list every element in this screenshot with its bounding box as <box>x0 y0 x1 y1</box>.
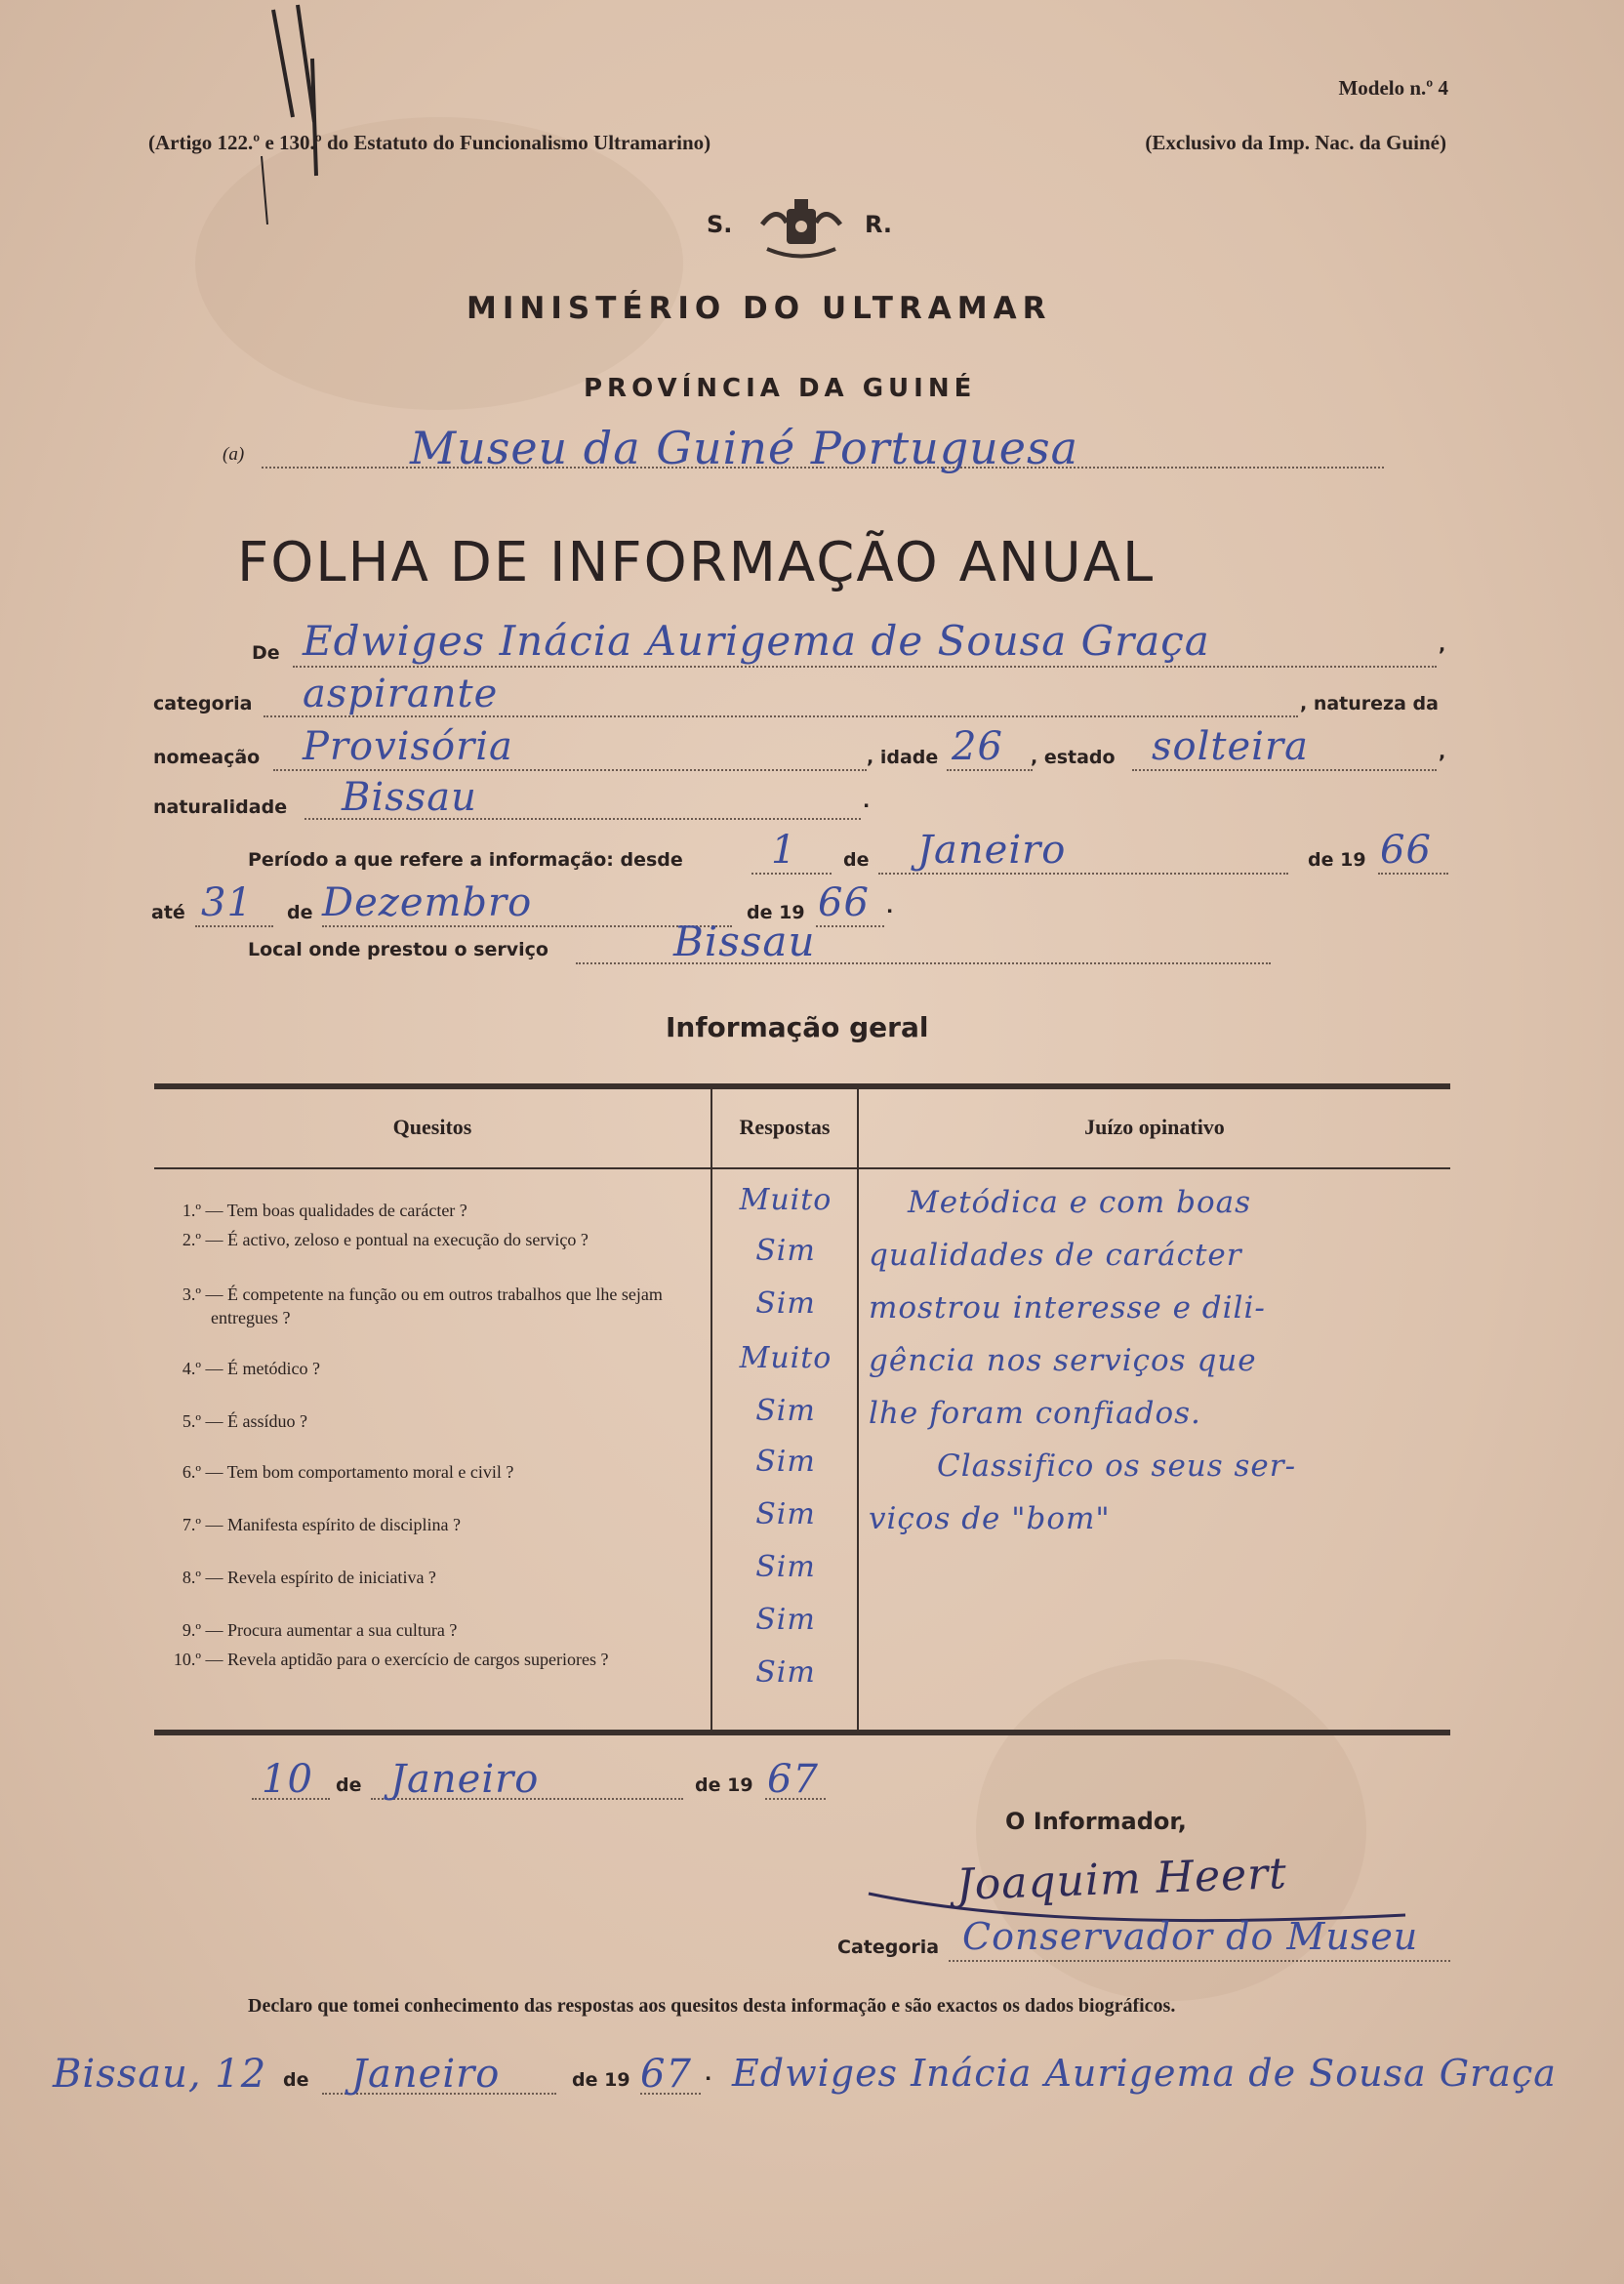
opinion-line-2: qualidades de carácter <box>869 1238 1242 1273</box>
declaration-place-day: Bissau, 12 <box>53 2052 267 2097</box>
declaration-de: de <box>283 2069 309 2091</box>
to-day: 31 <box>201 880 253 925</box>
from-month-line <box>878 873 1288 875</box>
from-year: 66 <box>1380 828 1432 873</box>
answer-7: Sim <box>755 1497 816 1531</box>
to-year: 66 <box>818 880 870 925</box>
de-2: de <box>287 902 313 923</box>
de-19-1: de 19 <box>1308 849 1366 871</box>
table-bottom-rule <box>154 1730 1450 1735</box>
service-prefix: (a) <box>223 444 245 465</box>
question-text: — Tem bom comportamento moral e civil ? <box>205 1462 514 1482</box>
table-row <box>156 1283 703 1329</box>
table-row <box>156 1566 703 1589</box>
table-row <box>156 1409 703 1433</box>
informer-signature: Joaquim Heert <box>955 1849 1288 1910</box>
question-number: 1.º <box>182 1201 201 1220</box>
de-19-2: de 19 <box>747 902 805 923</box>
answer-5: Sim <box>755 1394 816 1428</box>
pen-stroke-marks <box>254 0 371 224</box>
informer-categoria: Conservador do Museu <box>962 1915 1419 1958</box>
period-mark: . <box>886 896 894 918</box>
question-text: — É competente na função ou em outros trabalhos que lhe sejam entregues ? <box>205 1285 663 1327</box>
model-number: Modelo n.º 4 <box>1338 76 1448 100</box>
opinion-line-6: Classifico os seus ser- <box>937 1448 1297 1484</box>
table-row <box>156 1357 703 1380</box>
de-label: De <box>252 642 280 664</box>
table-divider-2 <box>857 1089 859 1730</box>
comma: , <box>1439 634 1446 656</box>
answer-3: Sim <box>755 1286 816 1321</box>
naturalidade-label: naturalidade <box>153 796 288 818</box>
opinion-line-5: lhe foram confiados. <box>869 1396 1201 1431</box>
de-1: de <box>843 849 870 871</box>
opinion-line-3: mostrou interesse e dili- <box>869 1290 1266 1326</box>
signoff-de: de <box>336 1774 362 1796</box>
informer-categoria-line <box>949 1960 1450 1962</box>
declaration-de-19: de 19 <box>572 2069 630 2091</box>
service-name: Museu da Guiné Portuguesa <box>410 422 1079 474</box>
question-text: — É activo, zeloso e pontual na execução do serviço ? <box>205 1230 589 1249</box>
question-number: 6.º <box>182 1462 201 1482</box>
to-month-line <box>322 925 732 927</box>
exclusive-note: (Exclusivo da Imp. Nac. da Guiné) <box>1145 131 1446 154</box>
to-year-line <box>816 925 884 927</box>
natureza-label: , natureza da <box>1300 693 1439 714</box>
section-title: Informação geral <box>666 1011 929 1043</box>
article-reference: (Artigo 122.º e 130.º do Estatuto do Funcionalismo Ultramarino) <box>148 131 711 154</box>
name-line <box>293 666 1437 668</box>
header-juizo: Juízo opinativo <box>1084 1115 1225 1139</box>
answer-10: Sim <box>755 1655 816 1690</box>
question-text: — É assíduo ? <box>205 1411 307 1431</box>
estado-label: , estado <box>1031 747 1116 768</box>
question-text: — Manifesta espírito de disciplina ? <box>205 1515 461 1534</box>
opinion-line-7: viços de "bom" <box>869 1501 1111 1536</box>
estado-line <box>1132 769 1437 771</box>
signoff-month: Janeiro <box>390 1757 540 1802</box>
table-row <box>156 1199 703 1222</box>
coat-of-arms-icon <box>757 195 845 260</box>
local-label: Local onde prestou o serviço <box>248 939 548 960</box>
period-mark: . <box>705 2063 712 2085</box>
naturalidade-value: Bissau <box>342 775 477 820</box>
from-day: 1 <box>771 828 797 873</box>
opinion-line-1: Metódica e com boas <box>908 1185 1252 1220</box>
declaration-month: Janeiro <box>351 2052 501 2097</box>
categoria-label: categoria <box>153 693 253 714</box>
answer-9: Sim <box>755 1603 816 1637</box>
nomeacao-line <box>273 769 867 771</box>
opinion-line-4: gência nos serviços que <box>869 1343 1257 1378</box>
answer-8: Sim <box>755 1550 816 1584</box>
comma: , <box>1439 742 1446 763</box>
ate-label: até <box>151 902 185 923</box>
declaration-year: 67 <box>640 2052 692 2097</box>
question-number: 2.º <box>182 1230 201 1249</box>
person-name: Edwiges Inácia Aurigema de Sousa Graça <box>303 617 1210 665</box>
answer-1: Muito <box>739 1183 832 1217</box>
period-mark: . <box>863 791 871 812</box>
answer-4: Muito <box>739 1341 832 1375</box>
from-day-line <box>751 873 832 875</box>
question-text: — Procura aumentar a sua cultura ? <box>205 1620 458 1640</box>
question-number: 9.º <box>182 1620 201 1640</box>
answer-6: Sim <box>755 1445 816 1479</box>
idade-value: 26 <box>952 724 1003 769</box>
question-number: 10.º <box>173 1650 201 1669</box>
question-number: 7.º <box>182 1515 201 1534</box>
table-header-rule <box>154 1167 1450 1169</box>
signoff-year: 67 <box>767 1757 819 1802</box>
table-row <box>156 1618 703 1642</box>
question-number: 8.º <box>182 1568 201 1587</box>
declarant-signature: Edwiges Inácia Aurigema de Sousa Graça <box>732 2052 1557 2095</box>
period-label: Período a que refere a informação: desde <box>248 849 683 871</box>
informer-categoria-label: Categoria <box>837 1937 940 1958</box>
declaration-text: Declaro que tomei conhecimento das respostas aos quesitos desta informação e são exactos os dados biográficos. <box>248 1995 1176 2017</box>
table-row <box>156 1460 703 1484</box>
idade-line <box>947 769 1033 771</box>
nomeacao-label: nomeação <box>153 747 261 768</box>
question-number: 4.º <box>182 1359 201 1378</box>
categoria-value: aspirante <box>303 672 499 716</box>
nomeacao-value: Provisória <box>303 724 513 769</box>
emblem-left-letter: S. <box>707 211 733 238</box>
table-divider-1 <box>710 1089 712 1730</box>
question-text: — Tem boas qualidades de carácter ? <box>205 1201 467 1220</box>
ministry-name: MINISTÉRIO DO ULTRAMAR <box>467 291 1052 326</box>
question-number: 5.º <box>182 1411 201 1431</box>
informer-label: O Informador, <box>1005 1808 1187 1835</box>
province-name: PROVÍNCIA DA GUINÉ <box>584 374 977 403</box>
question-text: — Revela aptidão para o exercício de cargos superiores ? <box>205 1650 609 1669</box>
question-text: — Revela espírito de iniciativa ? <box>205 1568 436 1587</box>
to-month: Dezembro <box>322 880 533 925</box>
signoff-day: 10 <box>262 1757 313 1802</box>
local-value: Bissau <box>673 918 816 965</box>
emblem-right-letter: R. <box>865 211 893 238</box>
form-title: FOLHA DE INFORMAÇÃO ANUAL <box>237 531 1156 594</box>
answer-2: Sim <box>755 1234 816 1268</box>
table-row <box>156 1228 703 1251</box>
to-day-line <box>195 925 273 927</box>
idade-label: , idade <box>867 747 939 768</box>
table-row <box>156 1648 703 1671</box>
estado-value: solteira <box>1152 724 1309 769</box>
header-quesitos: Quesitos <box>392 1115 472 1139</box>
from-year-line <box>1378 873 1448 875</box>
table-row <box>156 1513 703 1536</box>
from-month: Janeiro <box>917 828 1067 873</box>
question-number: 3.º <box>182 1285 201 1304</box>
signoff-de-19: de 19 <box>695 1774 753 1796</box>
header-respostas: Respostas <box>739 1115 831 1139</box>
question-text: — É metódico ? <box>205 1359 320 1378</box>
table-top-rule <box>154 1083 1450 1089</box>
